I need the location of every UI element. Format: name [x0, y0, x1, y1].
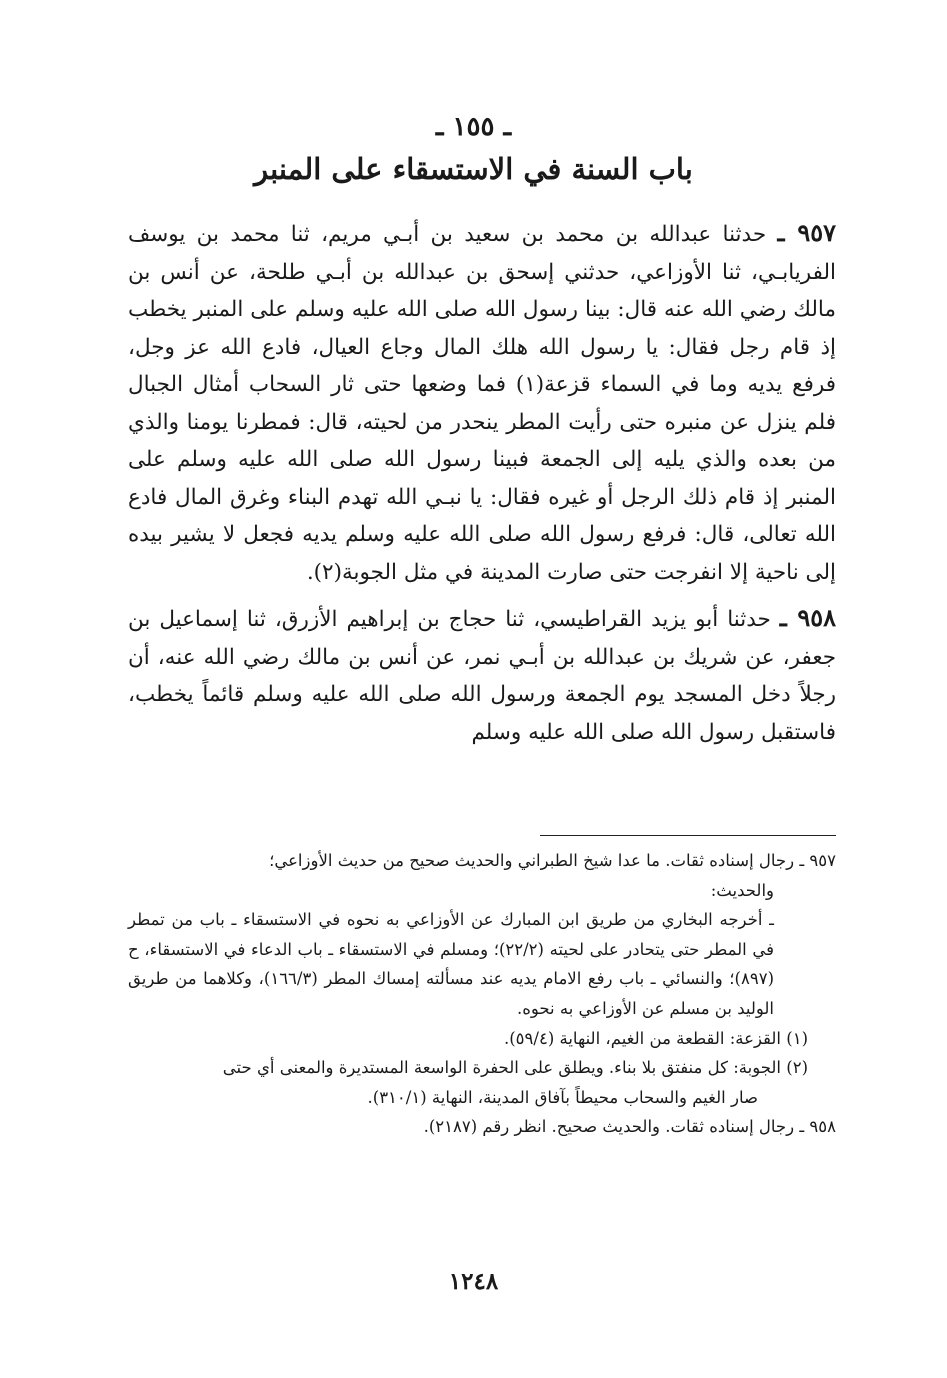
- footnote-gloss-2: (٢) الجوبة: كل منفتق بلا بناء. ويطلق على الحفرة الواسعة المستديرة والمعنى أي حتى: [222, 1058, 808, 1078]
- hadith-text: حدثنا عبدالله بن محمد بن سعيد بن أبـي مريم، ثنا محمد بن يوسف الفريابـي، ثنا الأوزاعي، حدثني إسحق بن عبدالله بن أبـي طلحة، عن أنس بن مالك رضي الله عنه قال: بينا رسول الله صلى الله عليه وسلم على المنبر يخطب إذ قام رجل فقال: يا رسول الله هلك المال وجاع العيال، فادع الله عز وجل، فرفع يديه وما في السماء قزعة(١) فما وضعها حتى ثار السحاب أمثال الجبال فلم ينزل عن منبره حتى رأيت المطر ينحدر من لحيته، قال: فمطرنا يومنا والذي من بعده والذي يليه إلى الجمعة فبينا رسول الله صلى الله عليه وسلم على المنبر إذ قام ذلك الرجل أو غيره فقال: يا نبـي الله تهدم البناء وغرق المال فادع الله تعالى، قال: فرفع رسول الله صلى الله عليه وسلم يديه فجعل لا يشير بيده إلى ناحية إلا انفرجت حتى صارت المدينة في مثل الجوبة(٢).: [128, 222, 836, 585]
- footnote-gloss-1: (١) القزعة: القطعة من الغيم، النهاية (٥٩/٤).: [503, 1028, 808, 1048]
- footnote-958: ٩٥٨ ـ رجال إسناده ثقات. والحديث صحيح. انظر رقم (٢١٨٧).: [423, 1117, 836, 1137]
- footnote-gloss-2-cont: صار الغيم والسحاب محيطاً بآفاق المدينة، النهاية (٣١٠/١).: [367, 1087, 758, 1107]
- main-text: [128, 214, 836, 751]
- footnote-957-intro-cont: والحديث:: [710, 880, 774, 900]
- page-number: ١٢٤٨: [448, 1268, 499, 1295]
- hadith-958: [128, 599, 836, 751]
- hadith-957: [128, 214, 836, 591]
- hadith-text: حدثنا أبو يزيد القراطيسي، ثنا حجاج بن إبراهيم الأزرق، ثنا إسماعيل بن جعفر، عن شريك بن عبدالله بن أبـي نمر، عن أنس بن مالك رضي الله عنه، أن رجلاً دخل المسجد يوم الجمعة ورسول الله صلى الله عليه وسلم قائماً يخطب، فاستقبل رسول الله صلى الله عليه وسلم: [128, 607, 836, 745]
- footnote-957-body: ـ أخرجه البخاري من طريق ابن المبارك عن الأوزاعي به نحوه في الاستسقاء ـ باب من تمطر في المطر حتى يتحادر على لحيته (٢٢/٢)؛ ومسلم في الاستسقاء ـ باب الدعاء في الاستسقاء، ح (٨٩٧)؛ والنسائي ـ باب رفع الامام يديه عند مسألته إمساك المطر (١٦٦/٣)، وكلاهما من طريق الوليد بن مسلم عن الأوزاعي به نحوه.: [128, 910, 775, 1018]
- footnote-divider: [540, 835, 836, 836]
- footnote-957-intro: ٩٥٧ ـ رجال إسناده ثقات. ما عدا شيخ الطبراني والحديث صحيح من حديث الأوزاعي؛: [269, 851, 836, 870]
- chapter-title: باب السنة في الاستسقاء على المنبر: [254, 152, 693, 186]
- hadith-number: ٩٥٨ ـ: [779, 603, 836, 632]
- footnotes: [128, 846, 836, 1142]
- page-marker: ـ ١٥٥ ـ: [435, 112, 512, 142]
- hadith-number: ٩٥٧ ـ: [777, 218, 836, 247]
